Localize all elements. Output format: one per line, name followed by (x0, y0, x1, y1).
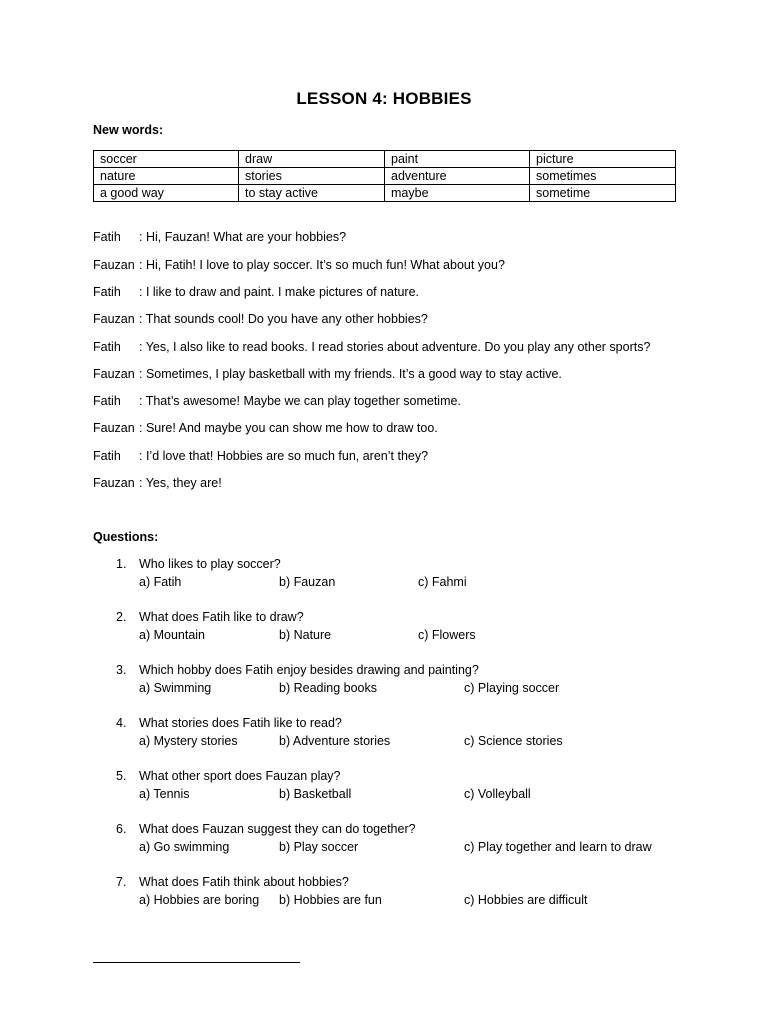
table-row (94, 168, 676, 185)
table-row (94, 185, 676, 202)
question-number: 2. (116, 610, 127, 624)
speaker-name: Fauzan (93, 476, 135, 490)
table-cell: nature (94, 168, 239, 185)
dialogue-text: : I’d love that! Hobbies are so much fun, aren’t they? (139, 449, 429, 463)
speaker-name: Fatih (93, 230, 121, 244)
answer-option: a) Tennis (139, 787, 190, 801)
question-number: 5. (116, 769, 127, 783)
questions-label: Questions: (93, 530, 159, 544)
answer-option: a) Fatih (139, 575, 182, 589)
dialogue-line (93, 365, 562, 383)
answer-option: a) Mystery stories (139, 734, 238, 748)
answer-option: b) Adventure stories (279, 734, 391, 748)
answer-option: a) Go swimming (139, 840, 230, 854)
question-text: Which hobby does Fatih enjoy besides drawing and painting? (139, 663, 479, 677)
speaker-name: Fatih (93, 285, 121, 299)
question-text: What does Fauzan suggest they can do together? (139, 822, 416, 836)
dialogue-text: : Sometimes, I play basketball with my friends. It’s a good way to stay active. (139, 367, 562, 381)
speaker-name: Fatih (93, 340, 121, 354)
new-words-label: New words: (93, 123, 164, 137)
question-number: 1. (116, 557, 127, 571)
dialogue-line (93, 228, 346, 246)
footnote-separator (93, 962, 300, 963)
question-number: 4. (116, 716, 127, 730)
answer-option: c) Playing soccer (464, 681, 560, 695)
table-row (94, 151, 676, 168)
question-number: 6. (116, 822, 127, 836)
question-text: What does Fatih think about hobbies? (139, 875, 349, 889)
new-words-table (93, 150, 676, 202)
question-number: 3. (116, 663, 127, 677)
dialogue-text: : Yes, they are! (139, 476, 222, 490)
table-cell: stories (239, 168, 385, 185)
dialogue-text: : That’s awesome! Maybe we can play together sometime. (139, 394, 461, 408)
dialogue-line (93, 283, 419, 301)
answer-option: c) Hobbies are difficult (464, 893, 588, 907)
table-cell: soccer (94, 151, 239, 168)
table-cell: sometime (530, 185, 676, 202)
dialogue-text: : Sure! And maybe you can show me how to draw too. (139, 421, 438, 435)
answer-option: c) Volleyball (464, 787, 531, 801)
dialogue-line (93, 419, 438, 437)
answer-option: c) Fahmi (418, 575, 467, 589)
dialogue-line (93, 392, 461, 410)
dialogue-text: : Hi, Fatih! I love to play soccer. It’s so much fun! What about you? (139, 258, 505, 272)
answer-option: c) Play together and learn to draw (464, 840, 652, 854)
table-cell: to stay active (239, 185, 385, 202)
dialogue-line (93, 256, 505, 274)
speaker-name: Fauzan (93, 258, 135, 272)
answer-option: b) Nature (279, 628, 332, 642)
answer-option: a) Mountain (139, 628, 206, 642)
answer-option: a) Hobbies are boring (139, 893, 260, 907)
question-text: What does Fatih like to draw? (139, 610, 304, 624)
dialogue-line (93, 338, 650, 356)
answer-option: a) Swimming (139, 681, 212, 695)
answer-option: b) Play soccer (279, 840, 359, 854)
speaker-name: Fatih (93, 394, 121, 408)
table-cell: maybe (385, 185, 530, 202)
speaker-name: Fauzan (93, 367, 135, 381)
question-text: What other sport does Fauzan play? (139, 769, 341, 783)
dialogue-text: : I like to draw and paint. I make pictures of nature. (139, 285, 420, 299)
dialogue-line (93, 474, 222, 492)
table-cell: a good way (94, 185, 239, 202)
speaker-name: Fatih (93, 449, 121, 463)
dialogue-line (93, 310, 428, 328)
question-text: What stories does Fatih like to read? (139, 716, 342, 730)
page-title: LESSON 4: HOBBIES (296, 89, 472, 108)
answer-option: c) Flowers (418, 628, 476, 642)
table-cell: paint (385, 151, 530, 168)
answer-option: b) Basketball (279, 787, 352, 801)
dialogue-text: : That sounds cool! Do you have any other hobbies? (139, 312, 428, 326)
table-cell: picture (530, 151, 676, 168)
answer-option: b) Hobbies are fun (279, 893, 382, 907)
dialogue-line (93, 447, 428, 465)
dialogue-text: : Yes, I also like to read books. I read stories about adventure. Do you play any other sports? (139, 340, 651, 354)
answer-option: b) Fauzan (279, 575, 336, 589)
table-cell: draw (239, 151, 385, 168)
speaker-name: Fauzan (93, 312, 135, 326)
dialogue-text: : Hi, Fauzan! What are your hobbies? (139, 230, 347, 244)
speaker-name: Fauzan (93, 421, 135, 435)
table-cell: sometimes (530, 168, 676, 185)
question-number: 7. (116, 875, 127, 889)
answer-option: c) Science stories (464, 734, 563, 748)
answer-option: b) Reading books (279, 681, 377, 695)
table-cell: adventure (385, 168, 530, 185)
question-text: Who likes to play soccer? (139, 557, 281, 571)
